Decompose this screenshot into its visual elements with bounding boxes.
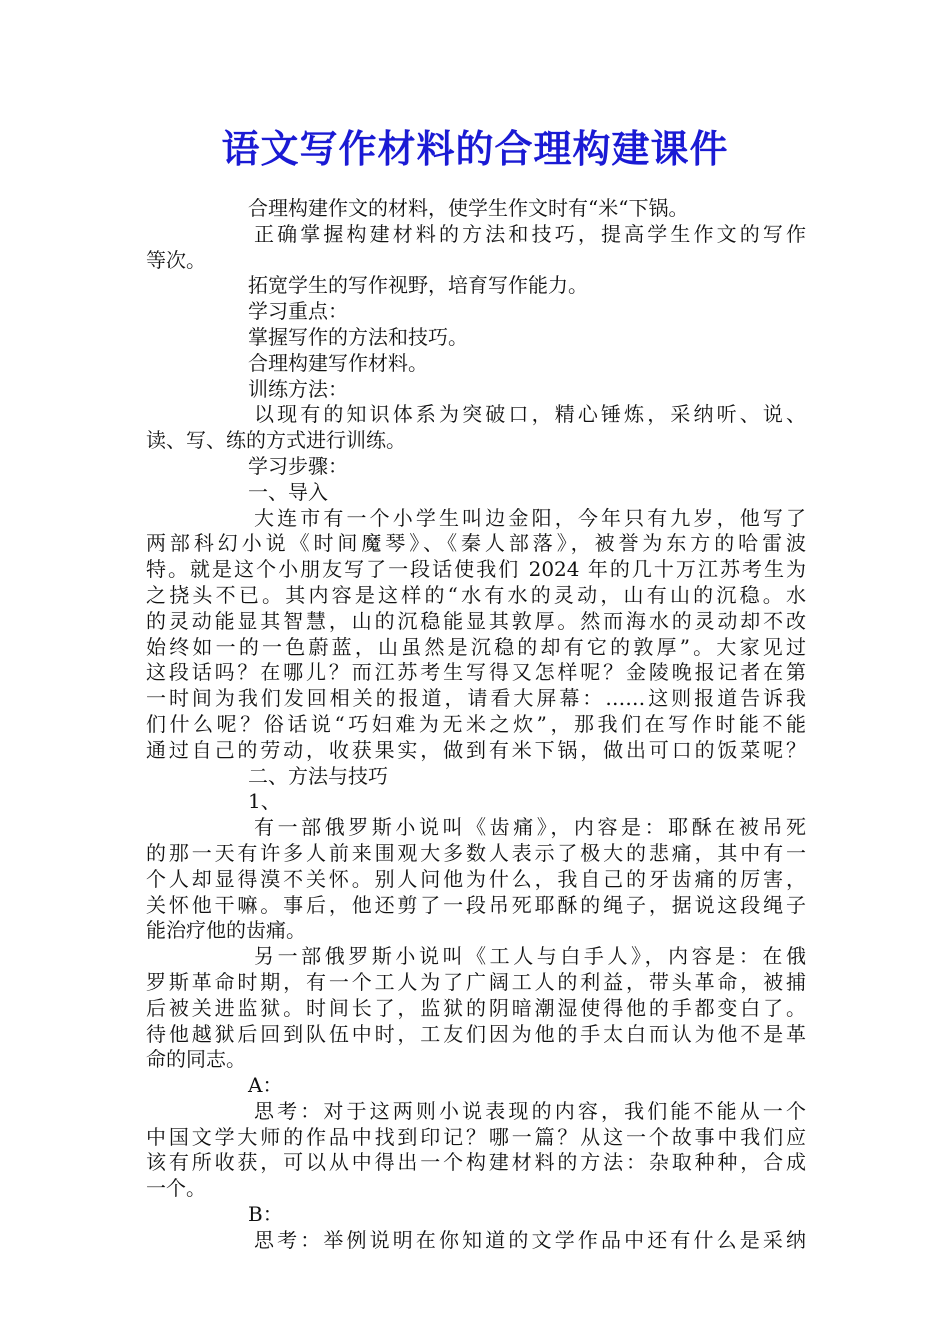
text-line: 之挠头不已。其内容是这样的“水有水的灵动，山有山的沉稳。水 (146, 582, 806, 607)
text-line: 一时间为我们发回相关的报道，请看大屏幕：……这则报道告诉我 (146, 686, 806, 711)
text-line: 的灵动能显其智慧，山的沉稳能显其敦厚。然而海水的灵动却不改 (146, 608, 806, 633)
text-line: 训练方法： (248, 376, 348, 401)
text-line: 思考：举例说明在你知道的文学作品中还有什么是采纳 (254, 1227, 806, 1252)
text-line: 等次。 (146, 247, 206, 272)
text-line: 个人却显得漠不关怀。别人问他为什么，我自己的牙齿痛的厉害， (146, 866, 806, 891)
text-line: 后被关进监狱。时间长了，监狱的阴暗潮湿使得他的手都变白了。 (146, 995, 806, 1020)
text-line: 待他越狱后回到队伍中时，工友们因为他的手太白而认为他不是革 (146, 1021, 806, 1046)
text-line: 命的同志。 (146, 1047, 246, 1072)
text-line: 的那一天有许多人前来围观大多数人表示了极大的悲痛，其中有一 (146, 840, 806, 865)
text-line: 通过自己的劳动，收获果实，做到有米下锅，做出可口的饭菜呢？ (146, 737, 806, 762)
text-line: 一个。 (146, 1176, 206, 1201)
text-line: 掌握写作的方法和技巧。 (248, 324, 468, 349)
text-line: 二、方法与技巧 (248, 763, 388, 788)
text-line: 该有所收获，可以从中得出一个构建材料的方法：杂取种种，合成 (146, 1150, 806, 1175)
text-line: 两部科幻小说《时间魔琴》、《秦人部落》，被誉为东方的哈雷波 (146, 531, 806, 556)
text-line: 们什么呢？俗话说“巧妇难为无米之炊”，那我们在写作时能不能 (146, 711, 806, 736)
text-line: 学习重点： (248, 299, 348, 324)
text-line: 合理构建写作材料。 (248, 350, 428, 375)
text-line: 关怀他干嘛。事后，他还剪了一段吊死耶酥的绳子，据说这段绳子 (146, 892, 806, 917)
text-line: 有一部俄罗斯小说叫《齿痛》，内容是：耶酥在被吊死 (254, 815, 806, 840)
text-line: 思考：对于这两则小说表现的内容，我们能不能从一个 (254, 1098, 806, 1123)
text-line: 读、写、练的方式进行训练。 (146, 428, 406, 453)
text-line: A： (248, 1073, 283, 1098)
text-line: B： (248, 1202, 283, 1227)
text-line: 罗斯革命时期，有一个工人为了广阔工人的利益，带头革命，被捕 (146, 969, 806, 994)
document-body (146, 196, 806, 1254)
text-line: 特。就是这个小朋友写了一段话使我们 2024 年的几十万江苏考生为 (146, 557, 806, 582)
text-line: 这段话吗？在哪儿？而江苏考生写得又怎样呢？金陵晚报记者在第 (146, 660, 806, 685)
text-line: 合理构建作文的材料，使学生作文时有“米“下锅。 (248, 196, 689, 220)
text-line: 以现有的知识体系为突破口，精心锤炼，采纳听、说、 (254, 402, 806, 427)
text-line: 始终如一的一色蔚蓝，山虽然是沉稳的却有它的敦厚”。大家见过 (146, 634, 806, 659)
text-line: 能治疗他的齿痛。 (146, 918, 306, 943)
document-title: 语文写作材料的合理构建课件 (221, 126, 729, 171)
text-line: 正确掌握构建材料的方法和技巧，提高学生作文的写作 (254, 221, 806, 246)
text-line: 拓宽学生的写作视野，培育写作能力。 (248, 273, 588, 298)
text-line: 一、导入 (248, 479, 328, 504)
text-line: 1、 (248, 789, 281, 814)
text-line: 另一部俄罗斯小说叫《工人与白手人》，内容是：在俄 (254, 944, 806, 969)
text-line: 学习步骤： (248, 453, 348, 478)
text-line: 大连市有一个小学生叫边金阳，今年只有九岁，他写了 (254, 505, 806, 530)
text-line: 中国文学大师的作品中找到印记？哪一篇？从这一个故事中我们应 (146, 1124, 806, 1149)
